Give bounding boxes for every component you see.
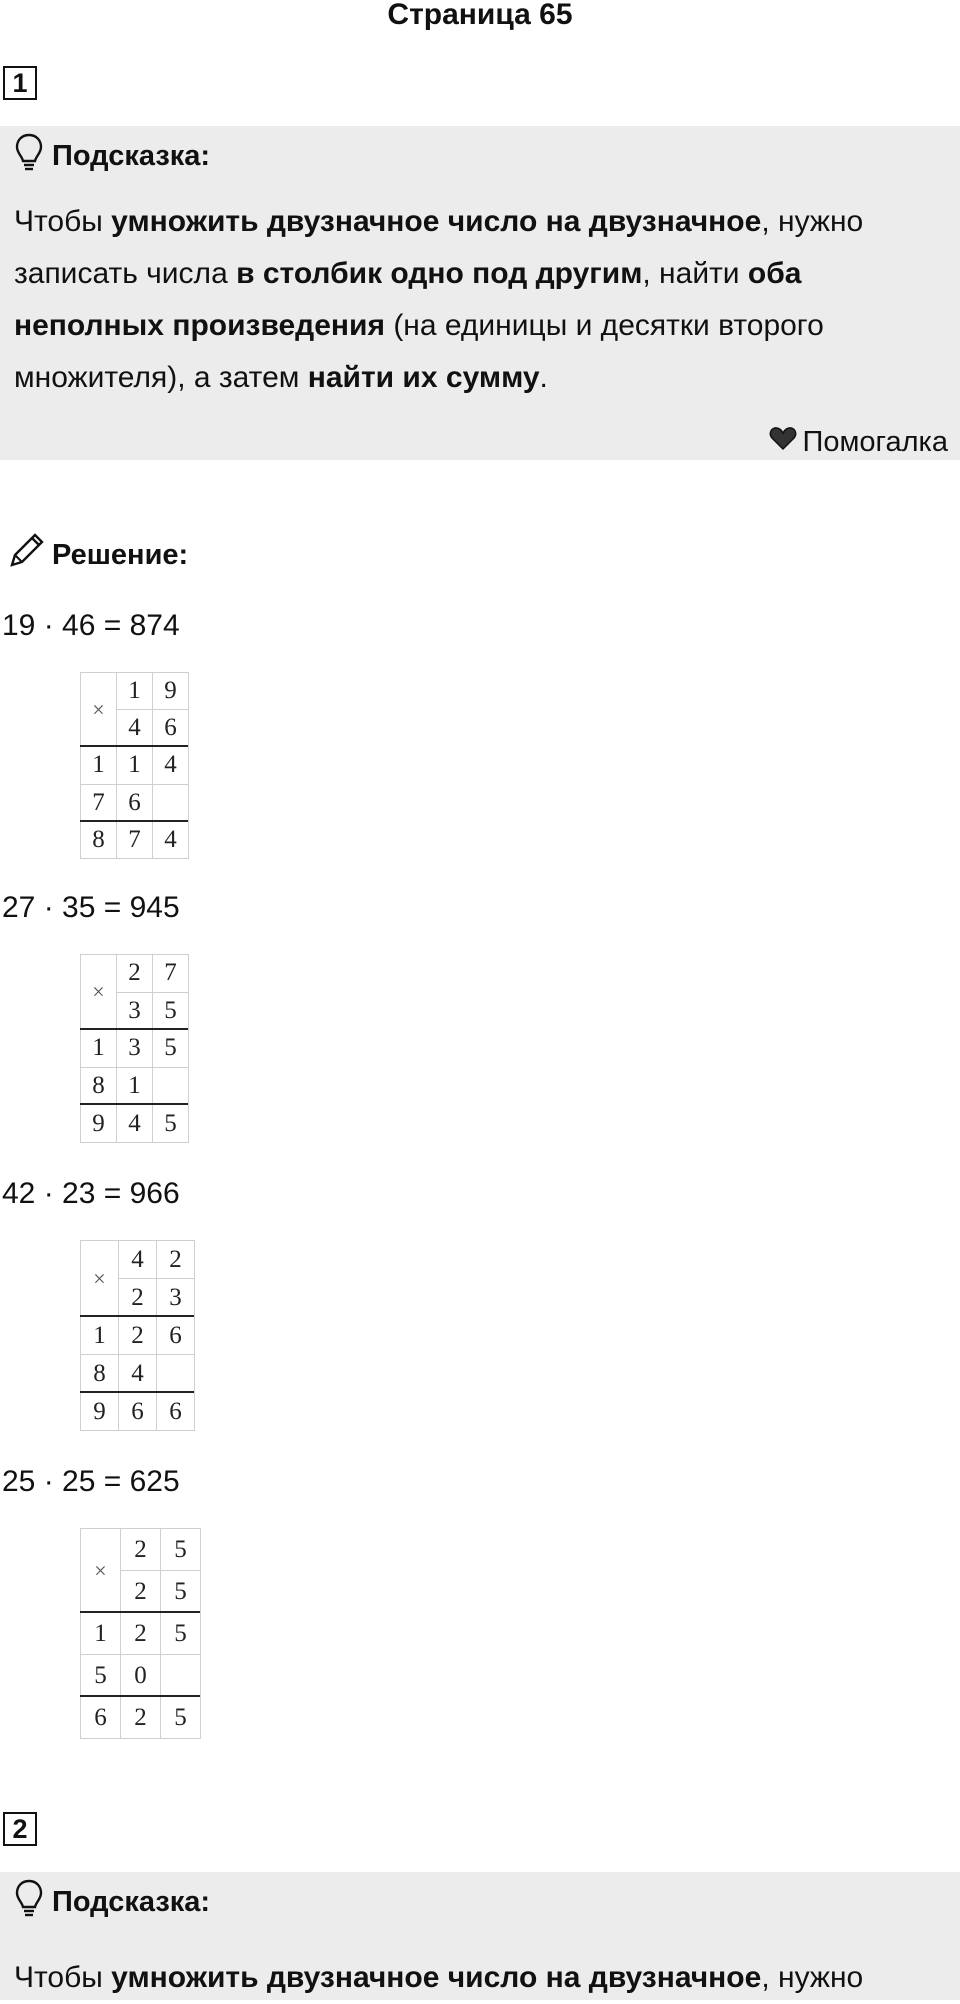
digit-cell: 6 (156, 1316, 195, 1355)
digit-cell: 9 (80, 1392, 119, 1431)
digit-cell (152, 1067, 189, 1106)
hint-emphasis: умножить двузначное число на двузначное (111, 1961, 762, 1994)
digit-cell: 4 (118, 1354, 157, 1393)
digit-cell: 5 (160, 1570, 201, 1613)
multiply-sign: × (80, 672, 117, 747)
hint-header (14, 1882, 210, 1922)
equation: 25 · 25 = 625 (2, 1465, 180, 1498)
hint-text (14, 196, 954, 404)
sum-line (80, 1315, 194, 1317)
digit-cell: 6 (116, 784, 153, 822)
task-number-2: 2 (3, 1812, 37, 1846)
digit-cell: 4 (116, 1104, 153, 1143)
digit-cell: 8 (80, 821, 117, 859)
hint-title: Подсказка: (52, 1885, 211, 1918)
hint-box-2 (0, 1872, 960, 2000)
heart-icon (769, 426, 797, 459)
digit-cell: 8 (80, 1067, 117, 1106)
digit-cell: 3 (156, 1278, 195, 1317)
digit-cell: 2 (120, 1612, 161, 1655)
multiply-sign: × (80, 1528, 121, 1613)
digit-cell: 9 (152, 672, 189, 710)
credit-label: Помогалка (802, 425, 948, 458)
digit-cell: 2 (116, 954, 153, 993)
digit-cell: 5 (160, 1528, 201, 1571)
digit-cell: 7 (116, 821, 153, 859)
digit-cell: 7 (152, 954, 189, 993)
digit-cell: 5 (160, 1612, 201, 1655)
hint-text-segment: (на единицы и десятки второго множителя), а затем (14, 309, 824, 394)
digit-cell: 5 (160, 1696, 201, 1739)
sum-line (80, 1695, 200, 1697)
multiplication-grid (80, 954, 188, 1142)
multiplication-grid (80, 672, 188, 858)
digit-cell: 1 (116, 1067, 153, 1106)
digit-cell: 2 (120, 1570, 161, 1613)
hint-text-segment: Чтобы (14, 1961, 112, 1994)
digit-cell: 6 (156, 1392, 195, 1431)
digit-cell: 6 (152, 709, 189, 747)
multiplication-grid (80, 1528, 200, 1738)
digit-cell (152, 784, 189, 822)
digit-cell: 5 (152, 1104, 189, 1143)
digit-cell: 3 (116, 992, 153, 1031)
hint-text-segment: Чтобы (14, 205, 112, 238)
hint-text-segment: , нужно записать числа (14, 205, 864, 290)
digit-cell: 4 (118, 1240, 157, 1279)
pencil-icon (6, 531, 46, 579)
hint-text-segment: . (539, 361, 548, 394)
sum-line (80, 1103, 188, 1105)
digit-cell: 1 (80, 746, 117, 784)
digit-cell (156, 1354, 195, 1393)
digit-cell: 5 (152, 992, 189, 1031)
equation: 19 · 46 = 874 (2, 609, 180, 642)
hint-emphasis: в столбик одно под другим (236, 257, 643, 290)
digit-cell: 4 (116, 709, 153, 747)
multiply-sign: × (80, 1240, 119, 1317)
digit-cell: 8 (80, 1354, 119, 1393)
digit-cell: 6 (80, 1696, 121, 1739)
lightbulb-icon (14, 1879, 44, 1925)
digit-cell: 1 (80, 1316, 119, 1355)
task-number-1: 1 (3, 66, 37, 100)
hint-box-1 (0, 126, 960, 460)
sum-line (80, 1028, 188, 1030)
digit-cell: 3 (116, 1029, 153, 1068)
hint-emphasis: умножить двузначное число на двузначное (111, 205, 762, 238)
sum-line (80, 820, 188, 822)
hint-emphasis: найти их сумму (307, 361, 540, 394)
hint-emphasis: оба неполных произведения (14, 257, 802, 342)
credit (769, 422, 948, 462)
digit-cell: 6 (118, 1392, 157, 1431)
hint-header (14, 136, 210, 176)
digit-cell: 1 (80, 1612, 121, 1655)
digit-cell (160, 1654, 201, 1697)
digit-cell: 1 (116, 672, 153, 710)
digit-cell: 4 (152, 746, 189, 784)
digit-cell: 2 (118, 1316, 157, 1355)
multiplication-grid (80, 1240, 194, 1430)
sum-line (80, 1611, 200, 1613)
digit-cell: 5 (152, 1029, 189, 1068)
digit-cell: 1 (80, 1029, 117, 1068)
digit-cell: 9 (80, 1104, 117, 1143)
digit-cell: 7 (80, 784, 117, 822)
hint-text-segment: , нужно (761, 1961, 864, 1994)
equation: 27 · 35 = 945 (2, 891, 180, 924)
digit-cell: 1 (116, 746, 153, 784)
digit-cell: 2 (156, 1240, 195, 1279)
digit-cell: 2 (120, 1696, 161, 1739)
hint-text-segment: , найти (642, 257, 748, 290)
solution-title: Решение: (52, 538, 189, 571)
hint-text (14, 1952, 954, 2004)
digit-cell: 2 (118, 1278, 157, 1317)
digit-cell: 2 (120, 1528, 161, 1571)
sum-line (80, 1391, 194, 1393)
equation: 42 · 23 = 966 (2, 1177, 180, 1210)
sum-line (80, 745, 188, 747)
hint-title: Подсказка: (52, 139, 211, 172)
digit-cell: 0 (120, 1654, 161, 1697)
digit-cell: 4 (152, 821, 189, 859)
lightbulb-icon (14, 133, 44, 179)
multiply-sign: × (80, 954, 117, 1030)
digit-cell: 5 (80, 1654, 121, 1697)
page-title: Страница 65 (387, 0, 573, 31)
solution-header (6, 532, 188, 578)
